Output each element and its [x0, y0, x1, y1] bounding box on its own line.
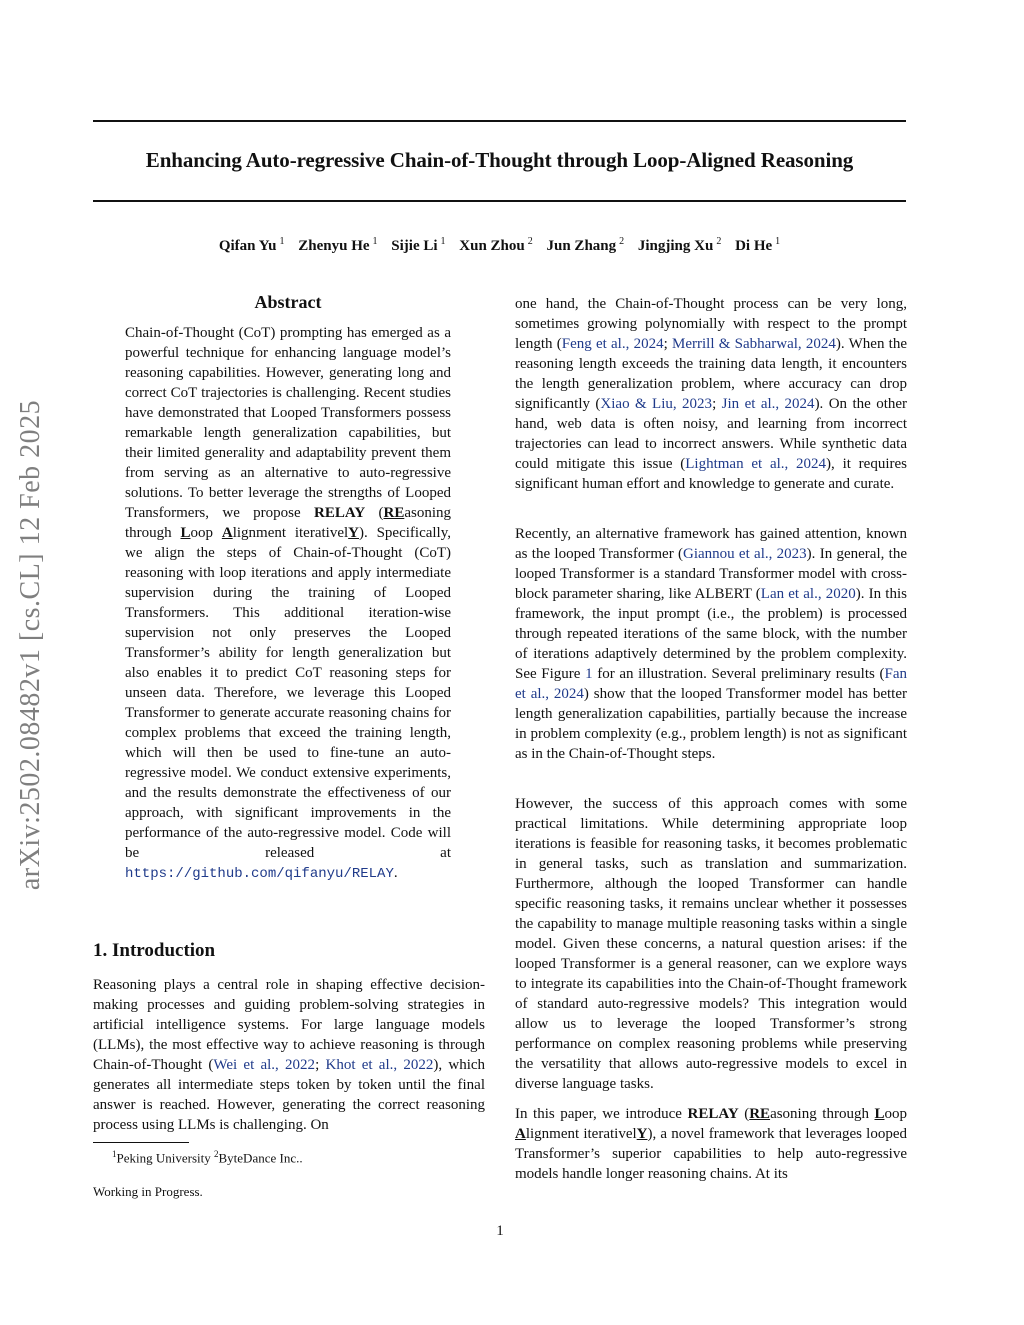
abstract-body: Chain-of-Thought (CoT) prompting has emerged as a powerful technique for enhancing language model’s reasoning capabilities. However, generating long and correct CoT trajectories is challenging. Recent studies have demonstrated that Looped Transformers possess remarkable length generalization capabilities, but their limited generality and adaptability prevent them from serving as an alternative to auto-regressive solutions. To better leverage the strengths of Looped Transformers, we propose RELAY (REasoning through Loop Alignment iterativelY). Specifically, we align the steps of Chain-of-Thought (CoT) reasoning with loop iterations and apply intermediate supervision during the training of Looped Transformers. This additional iteration-wise supervision not only preserves the Looped Transformer’s ability for length generalization but also enables it to predict CoT reasoning steps for unseen data. Therefore, we leverage this Looped Transformer to generate accurate reasoning chains for complex problems that exceed the training length, which will then be used to fine-tune an auto-regressive model. We conduct extensive experiments, and the results demonstrate the effectiveness of our approach, with significant improvements in the performance of the auto-regressive model. Code will be released at https://github.com/qifanyu/RELAY. — [125, 325, 451, 882]
author: Jun Zhang $^2$ — [546, 236, 625, 254]
section-heading-introduction: 1. Introduction — [93, 940, 216, 961]
citation-link[interactable]: Wei et al., 2022 — [213, 1057, 316, 1073]
citation-link[interactable]: Lan et al., 2020 — [760, 586, 856, 602]
figure-ref-link[interactable]: 1 — [585, 666, 593, 682]
author: Sijie Li $^1$ — [391, 236, 446, 254]
body-paragraph: In this paper, we introduce RELAY (REasoning through Loop Alignment iterativelY), a novel framework that leverages looped Transformer’s superior capabilities to help auto-regressive models handle longer reasoning chains. At its — [515, 1106, 908, 1182]
author: Jingjing Xu $^2$ — [637, 236, 722, 254]
citation-link[interactable]: Giannou et al., 2023 — [682, 546, 807, 562]
intro-paragraph: Reasoning plays a central role in shaping effective decision-making processes and guiding problem-solving strategies in artificial intelligence systems. For large language models (LLMs), the most effective way to achieve reasoning is through Chain-of-Thought (Wei et al., 2022; Khot et al., 2022), which generates all intermediate steps token by token until the final answer is reached. However, generating the correct reasoning process using LLMs is challenging. On — [93, 977, 486, 1133]
title-rule-top — [93, 120, 906, 122]
citation-link[interactable]: Xiao & Liu, 2023 — [600, 396, 713, 412]
title-rule-bottom — [93, 200, 906, 202]
citation-link[interactable]: Khot et al., 2022 — [325, 1057, 434, 1073]
author-list — [93, 236, 906, 255]
body-paragraph: one hand, the Chain-of-Thought process can be very long, sometimes growing polynomially with respect to the prompt length (Feng et al., 2024; Merrill & Sabharwal, 2024). When the reasoning length exceeds the training data length, it encounters the length generalization problem, where accuracy can drop significantly (Xiao & Liu, 2023; Jin et al., 2024). On the other hand, web data is often noisy, and learning from incorrect trajectories can lead to incorrect answers. While synthetic data could mitigate this issue (Lightman et al., 2024), it requires significant human effort and knowledge to generate and curate. — [515, 296, 908, 492]
paper-title: Enhancing Auto-regressive Chain-of-Thought through Loop-Aligned Reasoning — [145, 148, 854, 172]
page-number: 1 — [496, 1223, 504, 1239]
citation-link[interactable]: Lightman et al., 2024 — [685, 456, 827, 472]
affiliation-footnote: $^1$Peking University $^2$ByteDance Inc.. — [112, 1149, 303, 1166]
citation-link[interactable]: Jin et al., 2024 — [721, 396, 815, 412]
citation-link[interactable]: Feng et al., 2024 — [561, 336, 664, 352]
author: Di He $^1$ — [735, 236, 781, 254]
author: Qifan Yu $^1$ — [218, 236, 285, 254]
author: Xun Zhou $^2$ — [459, 236, 533, 254]
working-note: Working in Progress. — [93, 1184, 203, 1199]
citation-link[interactable]: Fan et al., 2024 — [515, 666, 907, 702]
footnote-rule — [93, 1142, 189, 1143]
arxiv-id: arXiv:2502.08482v1 [cs.CL] 12 Feb 2025 — [15, 399, 46, 891]
citation-link[interactable]: Merrill & Sabharwal, 2024 — [672, 336, 836, 352]
code-link[interactable]: https://github.com/qifanyu/RELAY — [125, 866, 394, 882]
body-paragraph: However, the success of this approach comes with some practical limitations. While determining appropriate loop iterations is feasible for reasoning tasks, it becomes problematic in general tasks, such as translation and summarization. Furthermore, although the looped Transformer can handle specific reasoning tasks, it remains unclear whether it possesses the capability to manage multiple reasoning tasks within a single model. Given these concerns, a natural question arises: if the looped Transformer is a general reasoner, can we explore ways to integrate its capabilities into the Chain-of-Thought framework of standard auto-regressive models? This integration would allow us to leverage the looped Transformer’s strong performance on complex reasoning problems while preserving the versatility that allows auto-regressive models to excel in diverse language tasks. — [515, 796, 907, 1092]
abstract-heading: Abstract — [254, 292, 322, 312]
body-paragraph: Recently, an alternative framework has gained attention, known as the looped Transformer (Giannou et al., 2023). In general, the looped Transformer is a standard Transformer model with cross-block parameter sharing, like ALBERT (Lan et al., 2020). In this framework, the input prompt (i.e., the problem) is processed through repeated iterations of the same block, with the number of iterations adaptively determined by the problem complexity. See Figure 1 for an illustration. Several preliminary results (Fan et al., 2024) show that the looped Transformer model has better length generalization capabilities, partially because the increase in problem complexity (e.g., problem length) is not as significant as in the Chain-of-Thought steps. — [515, 526, 908, 762]
author: Zhenyu He $^1$ — [298, 236, 378, 254]
